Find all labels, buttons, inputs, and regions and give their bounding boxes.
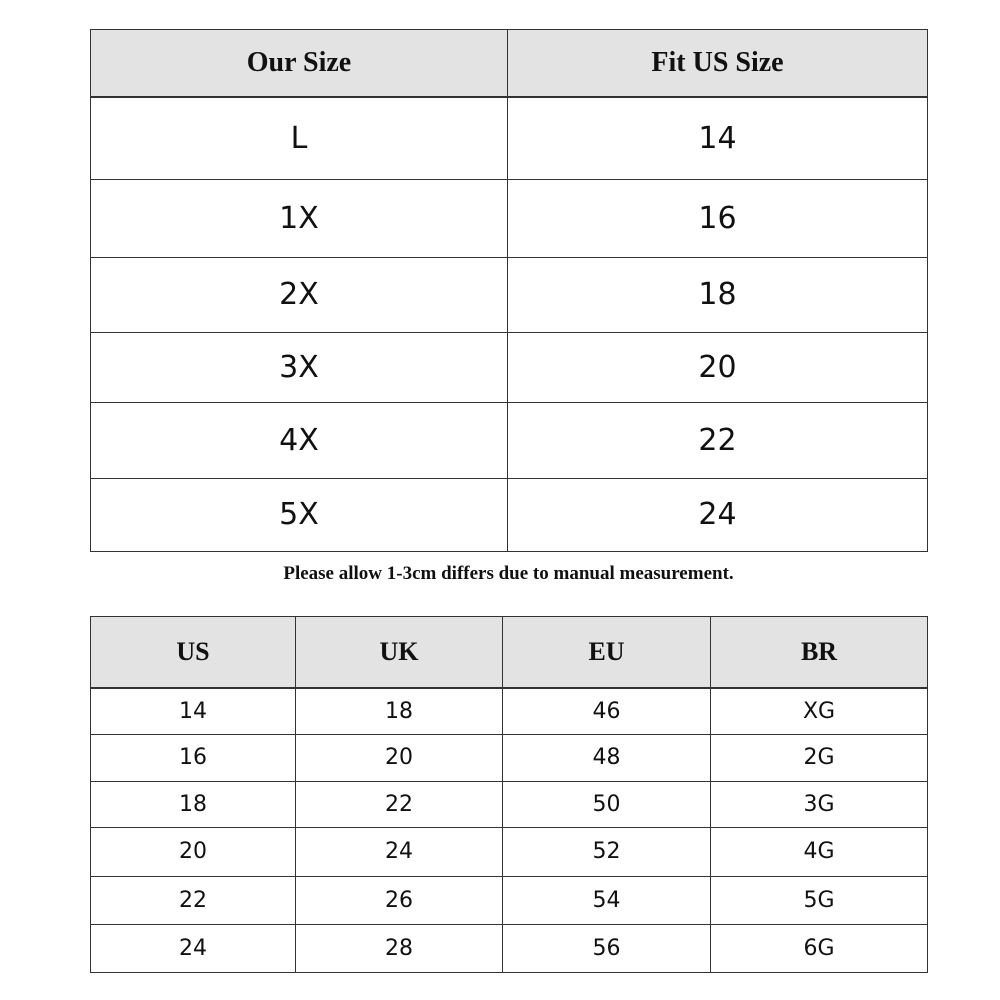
table-row <box>91 478 928 551</box>
us-cell: 22 <box>91 876 296 924</box>
us-cell: 20 <box>91 827 296 876</box>
uk-cell: 20 <box>296 734 503 781</box>
table-row <box>91 876 928 924</box>
eu-cell: 48 <box>503 734 711 781</box>
size-chart-table <box>90 29 928 552</box>
our-size-cell: 1X <box>91 179 508 257</box>
uk-cell: 28 <box>296 924 503 972</box>
eu-cell: 56 <box>503 924 711 972</box>
our-size-cell: 4X <box>91 402 508 478</box>
measurement-note: Please allow 1-3cm differs due to manual measurement. <box>283 563 734 584</box>
our-size-cell: 2X <box>91 257 508 332</box>
br-cell: 4G <box>711 827 928 876</box>
our-size-cell: 5X <box>91 478 508 551</box>
table-row <box>91 781 928 827</box>
header-fit-us-size: Fit US Size <box>508 30 928 98</box>
header-br: BR <box>711 617 928 689</box>
fit-us-size-cell: 22 <box>508 402 928 478</box>
header-our-size: Our Size <box>91 30 508 98</box>
us-cell: 24 <box>91 924 296 972</box>
fit-us-size-cell: 20 <box>508 332 928 402</box>
table-row <box>91 97 928 179</box>
header-eu: EU <box>503 617 711 689</box>
table-row <box>91 179 928 257</box>
br-cell: 6G <box>711 924 928 972</box>
table-row <box>91 332 928 402</box>
us-cell: 16 <box>91 734 296 781</box>
table-header-row <box>91 617 928 689</box>
header-uk: UK <box>296 617 503 689</box>
br-cell: 3G <box>711 781 928 827</box>
br-cell: 5G <box>711 876 928 924</box>
eu-cell: 46 <box>503 688 711 734</box>
table-row <box>91 734 928 781</box>
fit-us-size-cell: 24 <box>508 478 928 551</box>
uk-cell: 26 <box>296 876 503 924</box>
us-cell: 18 <box>91 781 296 827</box>
table-row <box>91 924 928 972</box>
our-size-cell: L <box>91 97 508 179</box>
table-header-row <box>91 30 928 98</box>
table-row <box>91 257 928 332</box>
uk-cell: 24 <box>296 827 503 876</box>
our-size-cell: 3X <box>91 332 508 402</box>
uk-cell: 22 <box>296 781 503 827</box>
eu-cell: 54 <box>503 876 711 924</box>
br-cell: XG <box>711 688 928 734</box>
eu-cell: 50 <box>503 781 711 827</box>
table-row <box>91 827 928 876</box>
us-cell: 14 <box>91 688 296 734</box>
table-row <box>91 688 928 734</box>
header-us: US <box>91 617 296 689</box>
fit-us-size-cell: 16 <box>508 179 928 257</box>
table-row <box>91 402 928 478</box>
fit-us-size-cell: 18 <box>508 257 928 332</box>
fit-us-size-cell: 14 <box>508 97 928 179</box>
uk-cell: 18 <box>296 688 503 734</box>
size-conversion-table <box>90 616 928 973</box>
eu-cell: 52 <box>503 827 711 876</box>
br-cell: 2G <box>711 734 928 781</box>
